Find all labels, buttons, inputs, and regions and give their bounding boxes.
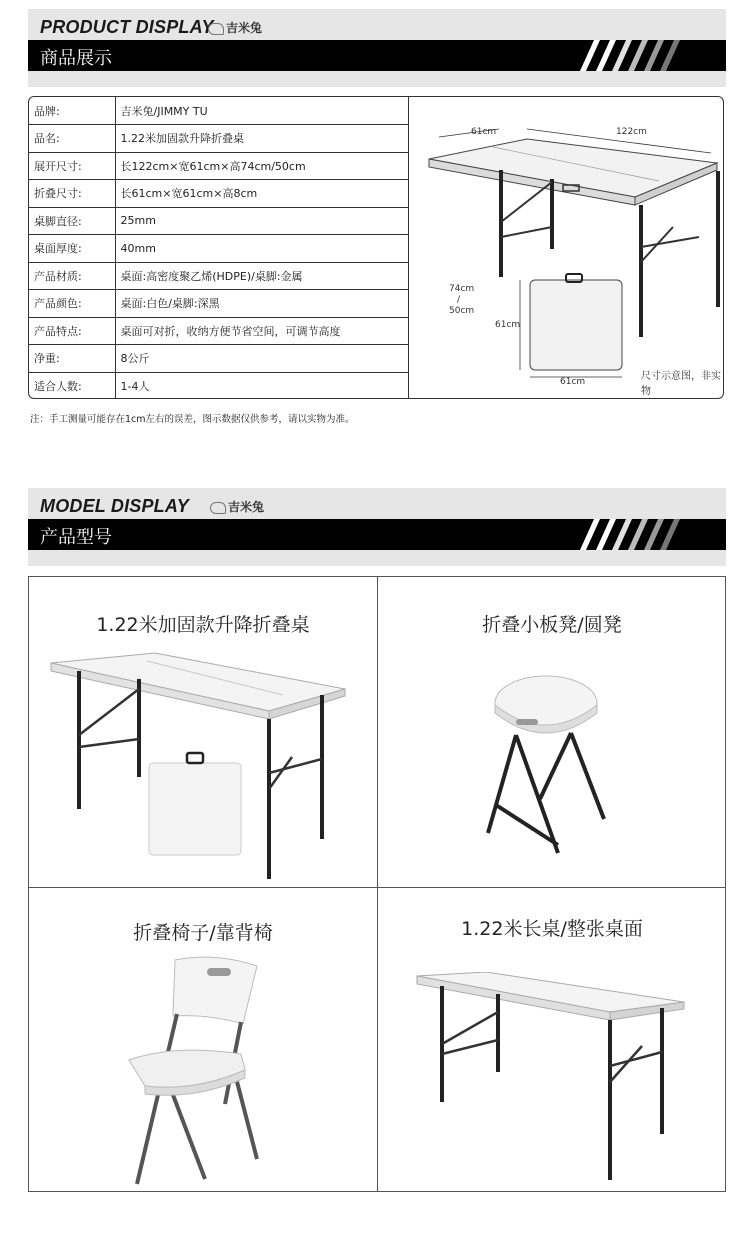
folding-chair-image xyxy=(125,954,305,1189)
spec-row xyxy=(29,207,409,235)
spec-value: 40mm xyxy=(115,235,409,263)
section-title-cn: 产品型号 xyxy=(40,527,112,548)
spec-label: 品牌: xyxy=(29,97,115,125)
spec-value: 桌面可对折，收纳方便节省空间，可调节高度 xyxy=(115,317,409,345)
measurement-note: 注：手工测量可能存在1cm左右的误差，图示数据仅供参考，请以实物为准。 xyxy=(30,414,355,425)
spec-row xyxy=(29,372,409,399)
model-card-folding-stool[interactable] xyxy=(378,577,726,884)
model-card-long-table[interactable] xyxy=(378,888,726,1195)
stripes-decoration xyxy=(570,40,690,71)
spec-row xyxy=(29,97,409,125)
spec-row xyxy=(29,262,409,290)
section-title-bar xyxy=(28,40,726,71)
spec-label: 产品材质: xyxy=(29,262,115,290)
section-title-en: PRODUCT DISPLAY xyxy=(40,17,214,37)
spec-value: 桌面:高密度聚乙烯(HDPE)/桌脚:金属 xyxy=(115,262,409,290)
spec-row xyxy=(29,290,409,318)
spec-value: 1.22米加固款升降折叠桌 xyxy=(115,125,409,153)
table-drawing xyxy=(409,97,724,399)
brand-logo: 吉米兔 xyxy=(208,19,262,36)
spec-value: 25mm xyxy=(115,207,409,235)
spec-label: 品名: xyxy=(29,125,115,153)
spec-label: 桌面厚度: xyxy=(29,235,115,263)
spec-label: 适合人数: xyxy=(29,372,115,399)
product-display-header xyxy=(28,9,726,87)
spec-value: 长61cm×宽61cm×高8cm xyxy=(115,180,409,208)
model-name: 折叠小板凳/圆凳 xyxy=(482,614,622,636)
diagram-caption: 尺寸示意图，非实物 xyxy=(641,371,721,397)
spec-label: 桌脚直径: xyxy=(29,207,115,235)
model-card-folding-table[interactable] xyxy=(29,577,377,884)
model-grid xyxy=(28,576,726,1192)
spec-panel xyxy=(28,96,724,399)
spec-value: 长122cm×宽61cm×高74cm/50cm xyxy=(115,152,409,180)
section-title-bar xyxy=(28,519,726,550)
dim-height-sep: / xyxy=(457,295,461,305)
model-name: 折叠椅子/靠背椅 xyxy=(133,922,273,944)
dim-width-label: 61cm xyxy=(471,127,497,137)
brand-logo: 吉米兔 xyxy=(210,498,264,515)
dim-folded-side-label: 61cm xyxy=(495,320,521,330)
dim-length-label: 122cm xyxy=(616,127,647,137)
spec-row xyxy=(29,180,409,208)
spec-row xyxy=(29,317,409,345)
spec-row xyxy=(29,152,409,180)
spec-value: 1-4人 xyxy=(120,380,150,393)
folding-table-image xyxy=(47,649,367,884)
spec-value: 吉米兔/JIMMY TU xyxy=(115,97,409,125)
folding-stool-image xyxy=(476,675,626,875)
dim-folded-bottom-label: 61cm xyxy=(560,377,586,387)
model-card-folding-chair[interactable] xyxy=(29,888,377,1195)
section-title-en: MODEL DISPLAY xyxy=(40,496,189,516)
spec-label: 产品颜色: xyxy=(29,290,115,318)
spec-label: 产品特点: xyxy=(29,317,115,345)
spec-value: 8公斤 xyxy=(115,345,409,373)
section-title-cn: 商品展示 xyxy=(40,48,112,69)
dim-height-label-2: 50cm xyxy=(449,306,475,316)
spec-table xyxy=(29,97,409,399)
stripes-decoration xyxy=(570,519,690,550)
rabbit-icon xyxy=(208,23,224,35)
long-table-image xyxy=(414,972,694,1192)
model-display-header xyxy=(28,488,726,566)
dimension-diagram xyxy=(409,97,724,399)
spec-label: 净重: xyxy=(29,345,115,373)
spec-label: 折叠尺寸: xyxy=(29,180,115,208)
dim-height-label-1: 74cm xyxy=(449,284,475,294)
model-name: 1.22米加固款升降折叠桌 xyxy=(96,614,310,636)
rabbit-icon xyxy=(210,502,226,514)
spec-row xyxy=(29,235,409,263)
spec-value: 桌面:白色/桌脚:深黑 xyxy=(115,290,409,318)
spec-row xyxy=(29,125,409,153)
spec-row xyxy=(29,345,409,373)
spec-label: 展开尺寸: xyxy=(29,152,115,180)
model-name: 1.22米长桌/整张桌面 xyxy=(461,918,643,940)
